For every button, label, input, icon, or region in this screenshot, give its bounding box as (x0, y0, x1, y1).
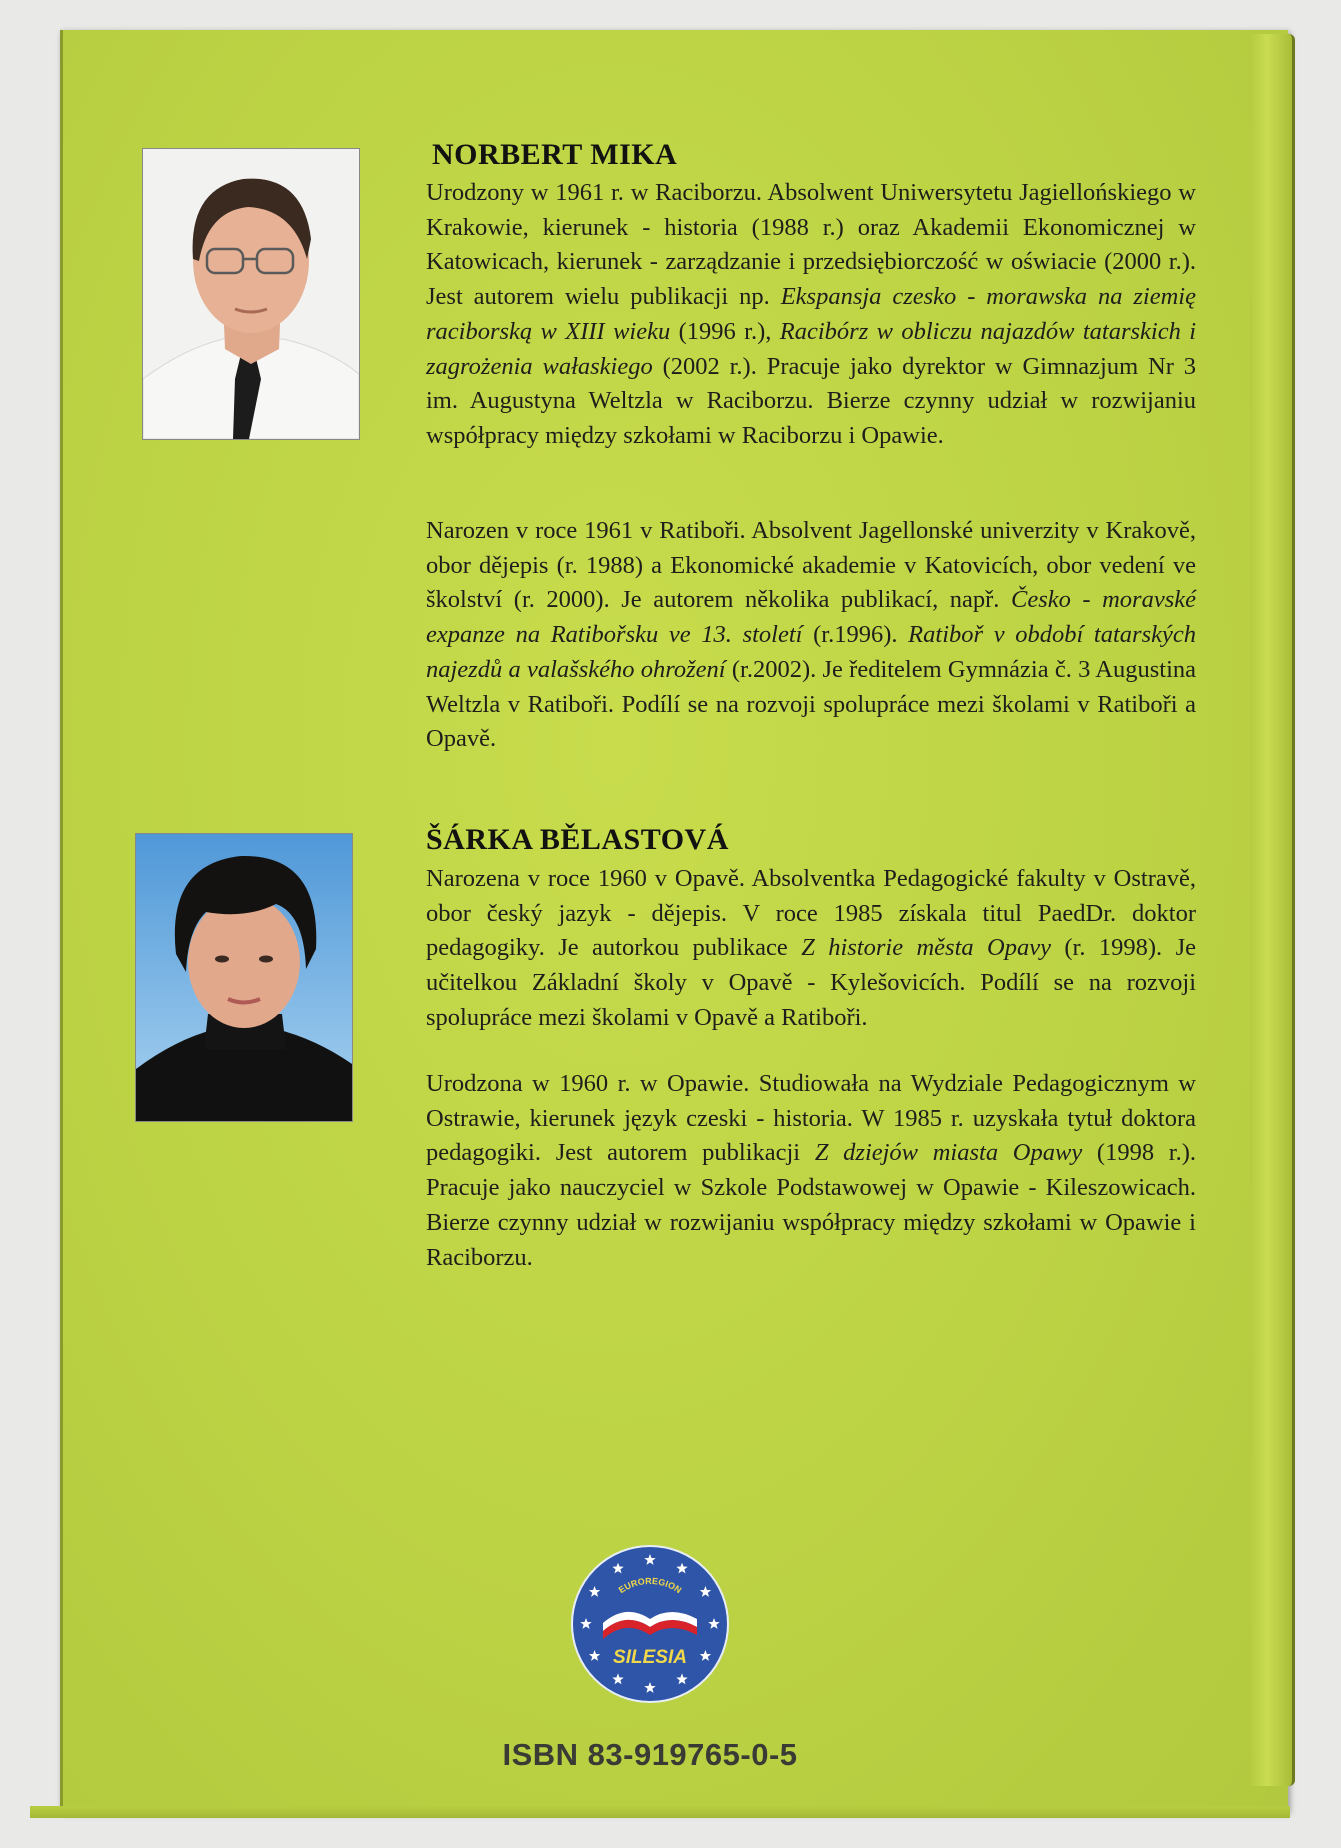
bio-text: Narozena v roce 1960 v Opavě. Absolventka Pedagogické fakulty v Ostravě, obor český jazyk - dějepis. V roce 1985 získala titul PaedDr. doktor pedagogiky. Je autorkou publikace (426, 865, 1196, 962)
svg-text:SILESIA: SILESIA (613, 1647, 687, 1668)
author-name-norbert-mika: NORBERT MIKA (432, 138, 678, 171)
bio-text: Urodzona w 1960 r. w Opawie. Studiowała na Wydziale Pedagogicznym w Ostrawie, kierunek język czeski - historia. W 1985 r. uzyskała tytuł doktora pedagogiki. Jest autorem publikacji (426, 1070, 1196, 1167)
book-spine (1250, 34, 1295, 1786)
euroregion-silesia-logo (571, 1545, 729, 1703)
book-bottom-edge (30, 1806, 1290, 1818)
silesia-logo-emblem (571, 1545, 729, 1703)
bio-text: Narozen v roce 1961 v Ratiboři. Absolvent Jagellonské univerzity v Krakově, obor dějepis (r. 1988) a Ekonomické akademie v Katovicích, obor vedení ve školství (r. 2000). Je autorem několika publikací, např. (426, 517, 1196, 614)
publication-title: Ratiboř v období tatarských najezdů a valašského ohrožení (426, 621, 1196, 683)
author-name-sarka-belastova: ŠÁRKA BĚLASTOVÁ (426, 823, 729, 856)
svg-text:EUROREGION: EUROREGION (616, 1575, 684, 1596)
publication-title: Z dziejów miasta Opawy (814, 1139, 1083, 1167)
bio-sarka-belastova-czech (426, 862, 1196, 1036)
bio-text: (2002 r.). Pracuje jako dyrektor w Gimnazjum Nr 3 im. Augustyna Weltzla w Raciborzu. Bierze czynny udział w rozwijaniu współpracy między szkołami w Raciborzu i Opawie. (426, 352, 1196, 449)
bio-text: (r. 1998). Je učitelkou Základní školy v Opavě - Kylešovicích. Podílí se na rozvoji spolupráce mezi školami v Opavě a Ratiboři. (426, 934, 1196, 1031)
publication-title: Ekspansja czesko - morawska na ziemię raciborską w XIII wieku (426, 283, 1196, 345)
bio-text: (r.2002). Je ředitelem Gymnázia č. 3 Augustina Weltzla v Ratiboři. Podílí se na rozvoji spolupráce mezi školami v Ratiboři a Opavě. (426, 655, 1196, 753)
bio-text: Urodzony w 1961 r. w Raciborzu. Absolwent Uniwersytetu Jagiellońskiego w Krakowie, kierunek - historia (1988 r.) oraz Akademii Ekonomicznej w Katowicach, kierunek - zarządzanie i przedsiębiorczość w oświacie (2000 r.). Jest autorem wielu publikacji np. (426, 179, 1196, 311)
bio-text: (1996 r.), (670, 317, 780, 345)
publication-title: Z historie města Opavy (801, 934, 1051, 962)
author-photo-norbert-mika (142, 148, 360, 440)
publication-title: Česko - moravské expanze na Ratibořsku ve 13. století (426, 586, 1196, 649)
author-photo-sarka-belastova (135, 833, 353, 1122)
bio-norbert-mika-czech (426, 514, 1196, 757)
publication-title: Racibórz w obliczu najazdów tatarskich i zagrożenia wałaskiego (426, 317, 1197, 380)
bio-text: (1998 r.). Pracuje jako nauczyciel w Szkole Podstawowej w Opawie - Kileszowicach. Bierze czynny udział w rozwijaniu współpracy między szkołami w Opawie i Raciborzu. (426, 1139, 1196, 1271)
bio-norbert-mika-polish (426, 176, 1196, 454)
bio-text: (r.1996). (802, 621, 909, 649)
bio-sarka-belastova-polish (426, 1067, 1196, 1275)
isbn-number: ISBN 83-919765-0-5 (502, 1737, 798, 1772)
